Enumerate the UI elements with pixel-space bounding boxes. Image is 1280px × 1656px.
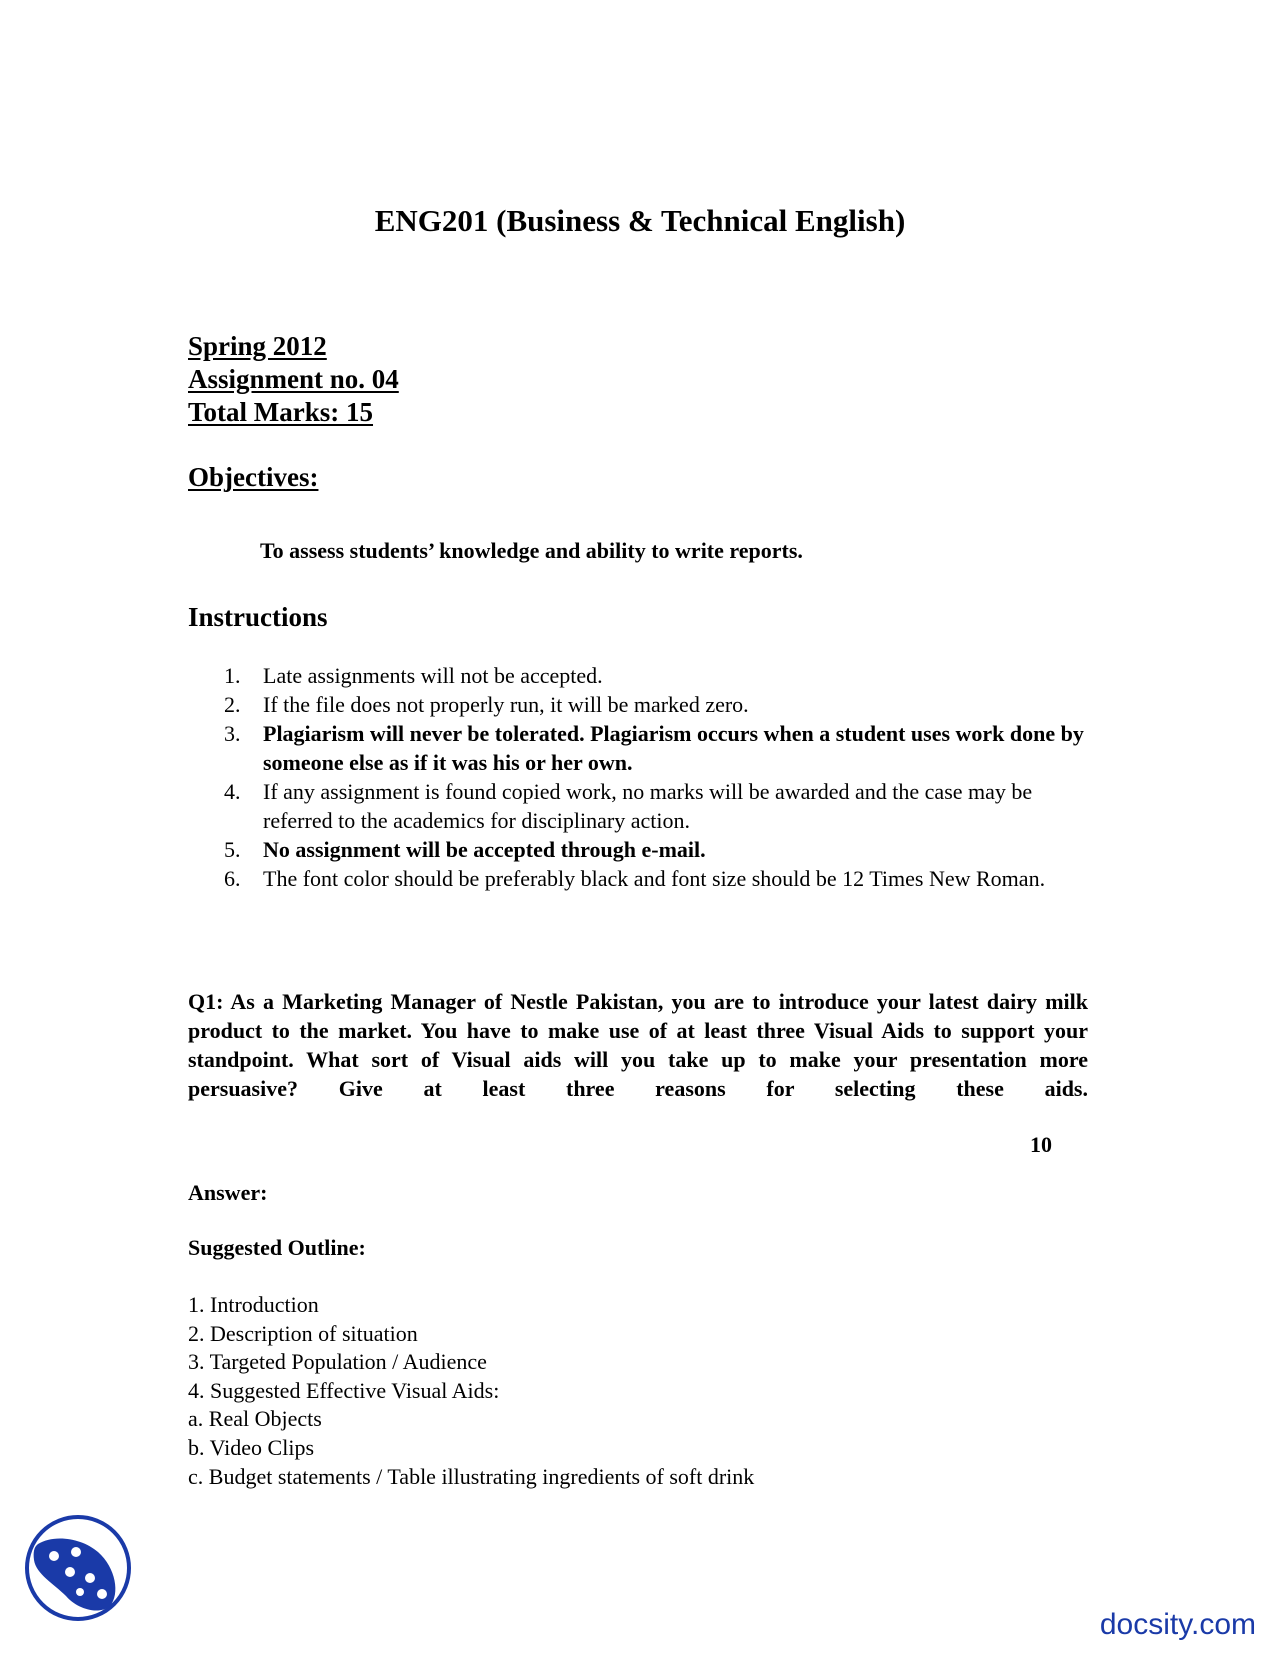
instruction-number: 3. [224, 721, 241, 746]
outline-list [188, 1291, 754, 1491]
outline-item: 1. Introduction [188, 1292, 319, 1317]
instruction-text: If the file does not properly run, it will be marked zero. [263, 692, 749, 717]
outline-item: c. Budget statements / Table illustrating ingredients of soft drink [188, 1463, 755, 1489]
question-text: Q1: As a Marketing Manager of Nestle Pakistan, you are to introduce your latest dairy milk product to the market. You have to make use of at least three Visual Aids to support your standpoint. What sort of Visual aids will you take up to make your presentation more persuasive? Give at least three reasons for selecting these aids. [188, 989, 1088, 1101]
objective-text: To assess students’ knowledge and ability to write reports. [260, 538, 803, 563]
outline-item: 4. Suggested Effective Visual Aids: [188, 1377, 500, 1403]
instruction-number: 2. [224, 692, 241, 717]
instruction-item [188, 860, 1088, 897]
instruction-item [188, 690, 1088, 719]
instruction-number: 6. [224, 866, 241, 891]
total-marks: Total Marks: 15 [188, 397, 374, 427]
instructions-list [188, 661, 1088, 897]
outline-item: a. Real Objects [188, 1406, 322, 1432]
instruction-text: No assignment will be accepted through e-mail. [263, 837, 706, 862]
assignment-number: Assignment no. 04 [188, 364, 399, 394]
instruction-number: 4. [224, 779, 241, 804]
outline-item: 3. Targeted Population / Audience [188, 1349, 487, 1375]
instruction-text: If any assignment is found copied work, no marks will be awarded and the case may be referred to the academics for disciplinary action. [263, 779, 1033, 833]
docsity-site-link[interactable]: docsity.com [1099, 1608, 1256, 1641]
instruction-number: 5. [224, 837, 241, 862]
semester-label: Spring 2012 [188, 331, 327, 361]
outline-item: 2. Description of situation [188, 1320, 418, 1346]
instruction-text: The font color should be preferably black and font size should be 12 Times New Roman. [263, 866, 1046, 891]
instructions-heading: Instructions [188, 602, 328, 632]
instruction-text: Plagiarism will never be tolerated. Plagiarism occurs when a student uses work done by someone else as if it was his or her own. [263, 721, 1084, 775]
outline-heading: Suggested Outline: [188, 1235, 366, 1260]
outline-item: b. Video Clips [188, 1434, 315, 1460]
document-title: ENG201 (Business & Technical English) [374, 203, 906, 238]
question-marks: 10 [1030, 1132, 1052, 1157]
instruction-text: Late assignments will not be accepted. [263, 663, 603, 688]
instruction-item [188, 719, 1088, 777]
answer-label: Answer: [188, 1180, 268, 1205]
docsity-logo-icon[interactable] [24, 1512, 132, 1624]
objectives-heading: Objectives: [188, 462, 319, 492]
instruction-item [188, 777, 1088, 835]
instruction-number: 1. [224, 663, 241, 688]
instruction-item [188, 661, 1088, 690]
